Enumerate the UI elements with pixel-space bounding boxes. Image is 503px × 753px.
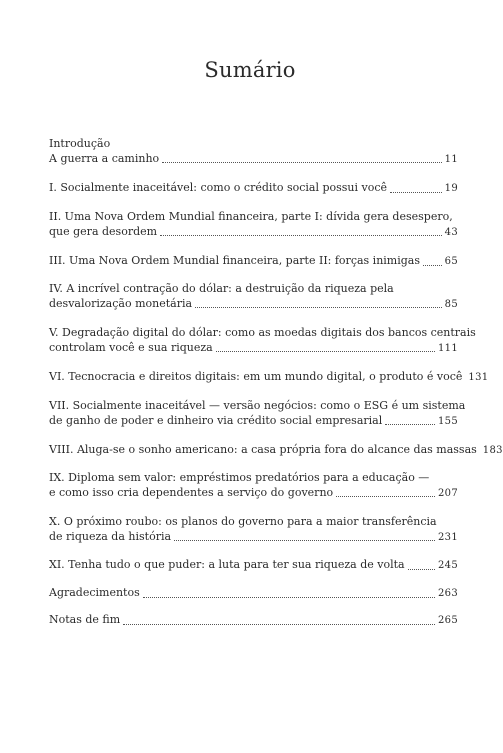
toc-entry-2[interactable] [49, 210, 458, 240]
toc-entry-title: I. Socialmente inaceitável: como o crédito social possui você [49, 181, 388, 194]
toc-entry-title: III. Uma Nova Ordem Mundial financeira, parte II: forças inimigas [49, 254, 420, 267]
toc-page-number: 245 [438, 560, 458, 571]
dot-leader [174, 540, 435, 541]
dot-leader [408, 569, 435, 570]
toc-entry-6[interactable] [49, 370, 489, 386]
toc-page-number: 183 [482, 445, 503, 456]
toc-page-number: 85 [444, 298, 458, 310]
toc-entry-title: A guerra a caminho [49, 151, 160, 165]
toc-page-number: 111 [438, 342, 458, 354]
toc-entry-title-line: e como isso cria dependentes a serviço do governo [49, 485, 334, 499]
toc-page-number: 65 [444, 256, 458, 267]
toc-page-number: 231 [438, 531, 458, 543]
dot-leader [423, 265, 442, 266]
toc-page-number: 19 [444, 183, 458, 194]
toc-entry-title-line: controlam você e sua riqueza [49, 340, 213, 354]
toc-entry-9[interactable] [49, 471, 458, 501]
toc-page-number: 207 [438, 487, 458, 499]
dot-leader [143, 597, 435, 598]
toc-entry-title-line: VII. Socialmente inaceitável — versão negócios: como o ESG é um sistema [49, 399, 466, 412]
toc-entry-title-line: IV. A incrível contração do dólar: a destruição da riqueza pela [49, 282, 394, 295]
toc-page-number: 43 [444, 226, 458, 238]
toc-page-number: 155 [438, 415, 458, 427]
toc-entry-7[interactable] [49, 399, 466, 429]
toc-entry-title: Agradecimentos [49, 586, 140, 599]
dot-leader [162, 162, 442, 163]
toc-entry-10[interactable] [49, 515, 458, 545]
toc-entry-title: VI. Tecnocracia e direitos digitais: em um mundo digital, o produto é você [49, 370, 463, 383]
page-title: Sumário [204, 58, 296, 82]
toc-page-number: 131 [468, 372, 489, 383]
toc-entry-title-line: IX. Diploma sem valor: empréstimos predatórios para a educação — [49, 471, 430, 484]
toc-entry-title-line: de ganho de poder e dinheiro via crédito social empresarial [49, 413, 383, 427]
toc-entry-title-line: X. O próximo roubo: os planos do governo para a maior transferência [49, 515, 437, 528]
toc-entry-4[interactable] [49, 282, 458, 312]
toc-entry-title: VIII. Aluga-se o sonho americano: a casa própria fora do alcance das massas [49, 443, 477, 456]
toc-entry-intro[interactable] [49, 137, 458, 167]
dot-leader [160, 235, 442, 236]
toc-section-label: Introdução [49, 137, 111, 150]
dot-leader [390, 192, 442, 193]
dot-leader [195, 307, 442, 308]
toc-entry-acknowledgements[interactable] [49, 586, 458, 602]
toc-entry-title: XI. Tenha tudo o que puder: a luta para ter sua riqueza de volta [49, 558, 405, 571]
toc-entry-title-line: de riqueza da história [49, 529, 172, 543]
toc-entry-title-line: II. Uma Nova Ordem Mundial financeira, parte I: dívida gera desespero, [49, 210, 453, 223]
dot-leader [385, 424, 435, 425]
toc-entry-title-line: desvalorização monetária [49, 296, 193, 310]
toc-entry-1[interactable] [49, 181, 458, 197]
toc-page-number: 265 [438, 615, 458, 626]
toc-page-number: 11 [444, 153, 458, 165]
toc-entry-8[interactable] [49, 443, 503, 459]
toc-entry-endnotes[interactable] [49, 613, 458, 629]
toc-page-number: 263 [438, 588, 458, 599]
dot-leader [336, 496, 435, 497]
toc-entry-11[interactable] [49, 558, 458, 574]
dot-leader [123, 624, 435, 625]
toc-entry-title-line: que gera desordem [49, 224, 158, 238]
dot-leader [216, 351, 435, 352]
toc-entry-5[interactable] [49, 326, 476, 356]
toc-entry-title-line: V. Degradação digital do dólar: como as moedas digitais dos bancos centrais [49, 326, 476, 339]
toc-entry-3[interactable] [49, 254, 458, 270]
toc-entry-title: Notas de fim [49, 613, 121, 626]
